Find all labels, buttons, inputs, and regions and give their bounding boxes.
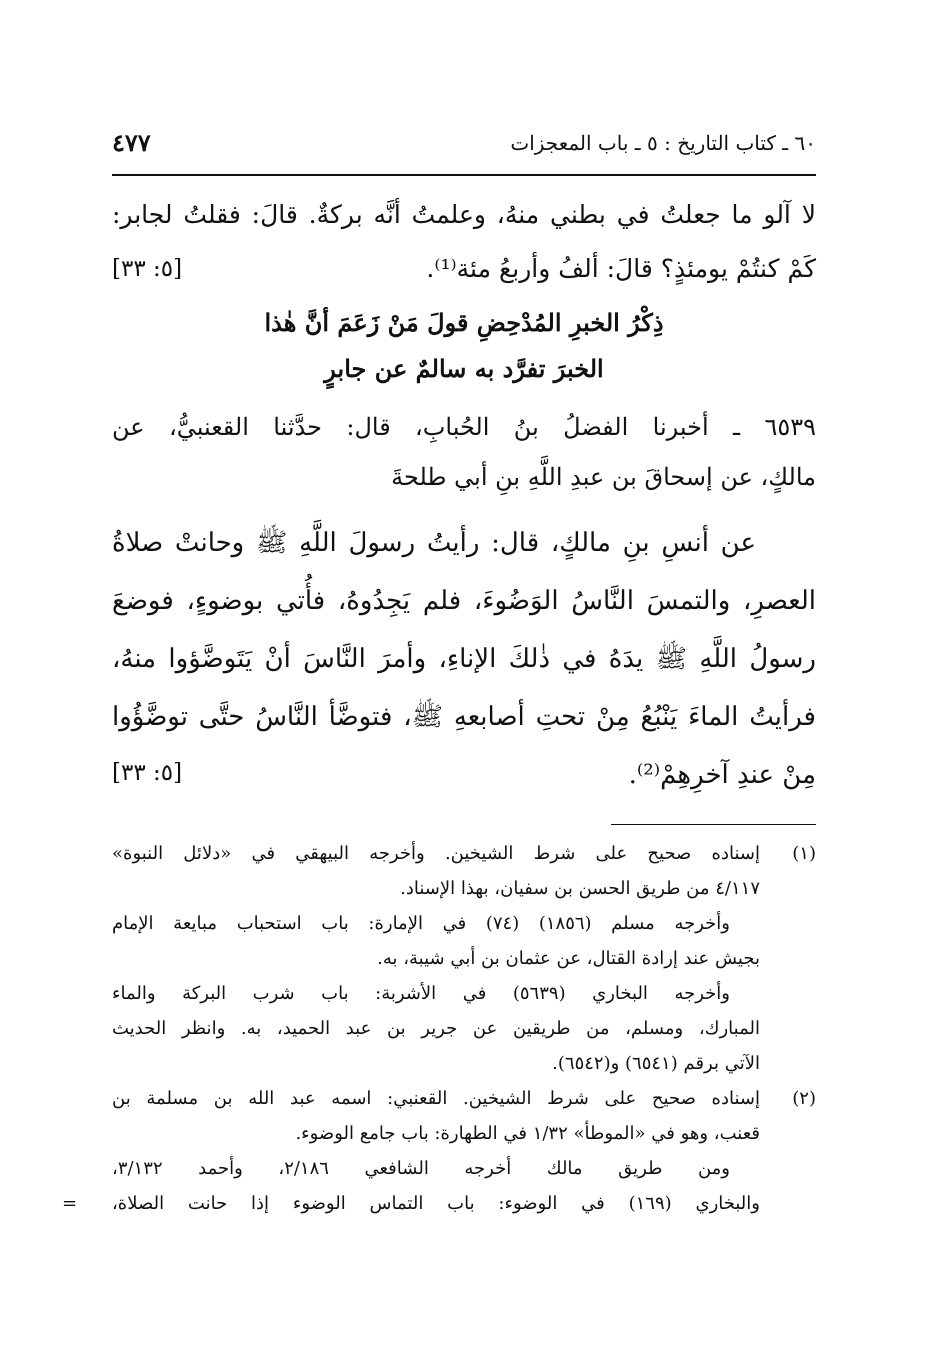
source-reference: [٥: ٣٣]	[112, 760, 183, 786]
footnote-text: إسناده صحيح على شرط الشيخين. القعنبي: اسمه عبد الله بن مسلمة بن	[112, 1088, 760, 1109]
text-line	[112, 242, 816, 296]
text-line-content: مِنْ عندِ آخرِهِمْ⁽²⁾.	[628, 760, 816, 790]
text-line: مالكٍ، عن إسحاقَ بن عبدِ اللَّهِ بنِ أبي طلحةَ	[391, 463, 816, 491]
heading-line: الخبرَ تفرَّد به سالمٌ عن جابرٍ	[324, 354, 604, 383]
text-line: رسولُ اللَّهِ ﷺ يدَهُ في ذٰلكَ الإناءِ، وأمرَ النَّاسَ أنْ يَتَوضَّؤوا منهُ،	[112, 644, 816, 674]
header-rule	[112, 174, 816, 176]
footnote-line: ومن طريق مالك أخرجه الشافعي ٢/١٨٦، وأحمد ٣/١٣٢،	[112, 1158, 731, 1179]
continuation-mark: =	[62, 1193, 78, 1214]
footnote-text: إسناده صحيح على شرط الشيخين. وأخرجه البيهقي في «دلائل النبوة»	[112, 843, 760, 864]
footnote-marker: (٢)	[792, 1088, 816, 1109]
text-line: ٦٥٣٩ ـ أخبرنا الفضلُ بنُ الحُبابِ، قال: حدَّثنا القعنبيُّ، عن	[112, 413, 816, 441]
text-line: العصرِ، والتمسَ النَّاسُ الوَضُوءَ، فلم يَجِدُوهُ، فأُتي بوضوءٍ، فوضعَ	[112, 586, 816, 616]
section-heading	[112, 300, 816, 392]
paragraph-1	[112, 188, 816, 296]
footnote-text: والبخاري (١٦٩) في الوضوء: باب التماس الوضوء إذا حانت الصلاة،	[112, 1193, 760, 1214]
text-line-content: كَمْ كنتُمْ يومئذٍ؟ قالَ: ألفُ وأربعُ مئة⁽¹⁾.	[426, 254, 816, 283]
main-text	[112, 188, 816, 804]
footnote-line: بجيش عند إرادة القتال، عن عثمان بن أبي شيبة، به.	[377, 948, 760, 969]
page-header	[112, 128, 816, 162]
footnote-line	[62, 1186, 816, 1221]
hadith-chain	[112, 402, 816, 502]
page-number: ٤٧٧	[112, 128, 151, 157]
footnote-marker: (١)	[792, 843, 816, 864]
footnote-line	[112, 836, 816, 871]
footnote-line: ٤/١١٧ من طريق الحسن بن سفيان، بهذا الإسناد.	[400, 878, 760, 899]
source-reference: [٥: ٣٣]	[112, 256, 183, 282]
footnote-rule	[611, 824, 816, 825]
footnote-line: وأخرجه البخاري (٥٦٣٩) في الأشربة: باب شرب البركة والماء	[112, 983, 730, 1004]
text-line: لا آلو ما جعلتُ في بطني منهُ، وعلمتُ أنَّه بركةٌ. قالَ: فقلتُ لجابر:	[112, 200, 816, 229]
footnote-line: المبارك، ومسلم، من طريقين عن جرير بن عبد الحميد، به. وانظر الحديث	[112, 1018, 760, 1039]
heading-line: ذِكْرُ الخبرِ المُدْحِضِ قولَ مَنْ زَعَمَ أنَّ هٰذا	[264, 308, 664, 337]
footnote-line: قعنب، وهو في «الموطأ» ١/٣٢ في الطهارة: باب جامع الوضوء.	[295, 1123, 760, 1144]
text-line: فرأيتُ الماءَ يَنْبُعُ مِنْ تحتِ أصابعهِ ﷺ، فتوضَّأ النَّاسُ حتَّى توضَّؤُوا	[112, 702, 816, 732]
hadith-text	[112, 514, 816, 804]
text-line: عن أنسِ بنِ مالكٍ، قال: رأيتُ رسولَ اللَّهِ ﷺ وحانتْ صلاةُ	[112, 528, 756, 558]
text-line	[112, 746, 816, 804]
footnotes	[62, 836, 816, 1221]
footnote-line	[112, 1081, 816, 1116]
running-title: ٦٠ ـ كتاب التاريخ : ٥ ـ باب المعجزات	[510, 131, 816, 155]
footnote-1	[112, 836, 816, 1081]
footnote-line: الآتي برقم (٦٥٤١) و(٦٥٤٢).	[552, 1053, 760, 1074]
footnote-line: وأخرجه مسلم (١٨٥٦) (٧٤) في الإمارة: باب استحباب مبايعة الإمام	[112, 913, 730, 934]
footnote-2	[62, 1081, 816, 1221]
